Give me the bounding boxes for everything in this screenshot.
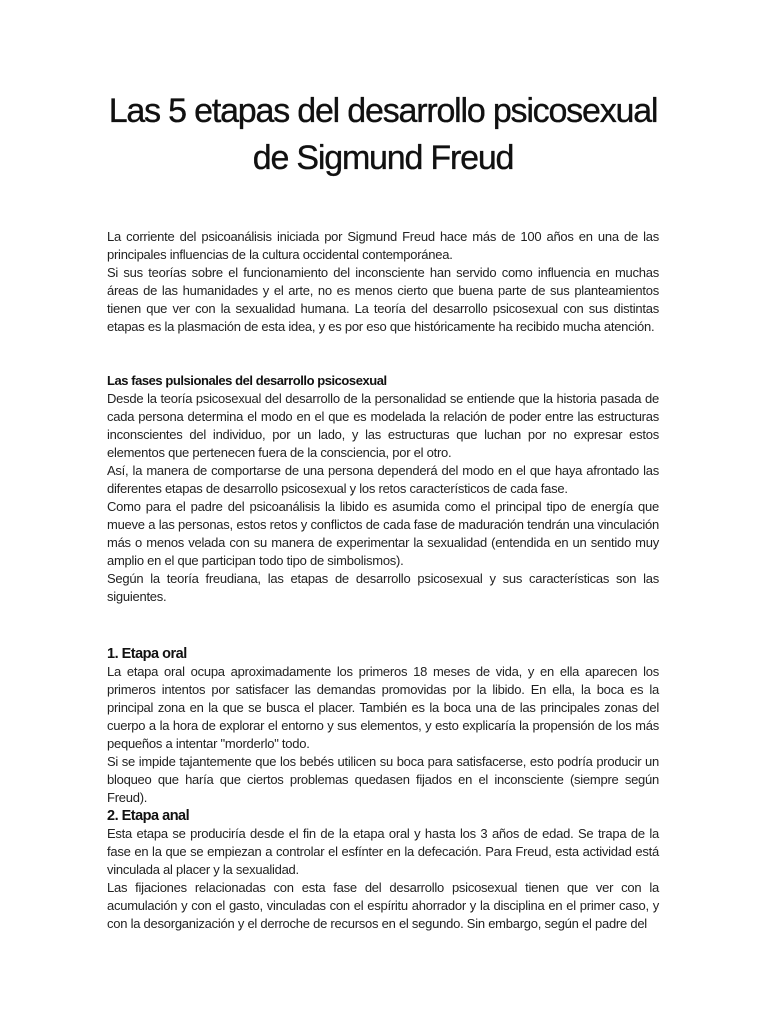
body-paragraph: La etapa oral ocupa aproximadamente los primeros 18 meses de vida, y en ella aparecen los primeros intentos por satisfacer las demandas promovidas por la libido. En ella, la boca es la principal zona en la que se busca el placer. También es la boca una de las principales zonas del cuerpo a la hora de explorar el entorno y sus elementos, y esto explicaría la propensión de los más pequeños a intentar "morderlo" todo.	[107, 664, 659, 751]
body-paragraph: Esta etapa se produciría desde el fin de la etapa oral y hasta los 3 años de edad. Se trapa de la fase en la que se empiezan a controlar el esfínter en la defecación. Para Freud, esta actividad está vinculada al placer y la sexualidad.	[107, 826, 659, 877]
body-paragraph: Así, la manera de comportarse de una persona dependerá del modo en el que haya afrontado las diferentes etapas de desarrollo psicosexual y los retos característicos de cada fase.	[107, 463, 659, 496]
fases-section	[107, 372, 659, 606]
intro-section	[107, 228, 659, 336]
document-title	[107, 88, 659, 182]
body-paragraph: Si se impide tajantemente que los bebés utilicen su boca para satisfacerse, esto podría producir un bloqueo que haría que ciertos problemas quedasen fijados en el inconsciente (siempre según Freud).	[107, 754, 659, 805]
title-line-2: de Sigmund Freud	[252, 139, 514, 177]
body-paragraph: Las fijaciones relacionadas con esta fase del desarrollo psicosexual tienen que ver con la acumulación y con el gasto, vinculadas con el espíritu ahorrador y la disciplina en el primer caso, y con la desorganización y el derroche de recursos en el segundo. Sin embargo, según el padre del	[107, 880, 659, 931]
etapa-oral-section	[107, 645, 659, 807]
body-paragraph: Desde la teoría psicosexual del desarrollo de la personalidad se entiende que la historia pasada de cada persona determina el modo en el que es modelada la relación de poder entre las estructuras inconscientes del individuo, por un lado, y las estructuras que luchan por no expresar estos elementos que pertenecen fuera de la consciencia, por el otro.	[107, 391, 659, 460]
section-heading-fases: Las fases pulsionales del desarrollo psicosexual	[107, 373, 387, 388]
document-page	[107, 88, 659, 933]
intro-paragraph: Si sus teorías sobre el funcionamiento del inconsciente han servido como influencia en muchas áreas de las humanidades y el arte, no es menos cierto que buena parte de sus planteamientos tienen que ver con la sexualidad humana. La teoría del desarrollo psicosexual con sus distintas etapas es la plasmación de esta idea, y es por eso que históricamente ha recibido mucha atención.	[107, 265, 659, 334]
stage-heading-anal: 2. Etapa anal	[107, 808, 190, 824]
stage-heading-oral: 1. Etapa oral	[107, 646, 187, 662]
intro-paragraph: La corriente del psicoanálisis iniciada por Sigmund Freud hace más de 100 años en una de las principales influencias de la cultura occidental contemporánea.	[107, 229, 659, 262]
body-paragraph: Según la teoría freudiana, las etapas de desarrollo psicosexual y sus características son las siguientes.	[107, 571, 659, 604]
body-paragraph: Como para el padre del psicoanálisis la libido es asumida como el principal tipo de energía que mueve a las personas, estos retos y conflictos de cada fase de maduración tendrán una vinculación más o menos velada con su manera de experimentar la sexualidad (entendida en un sentido muy amplio en el que participan todo tipo de simbolismos).	[107, 499, 659, 568]
title-line-1: Las 5 etapas del desarrollo psicosexual	[108, 92, 658, 130]
etapa-anal-section	[107, 807, 659, 933]
